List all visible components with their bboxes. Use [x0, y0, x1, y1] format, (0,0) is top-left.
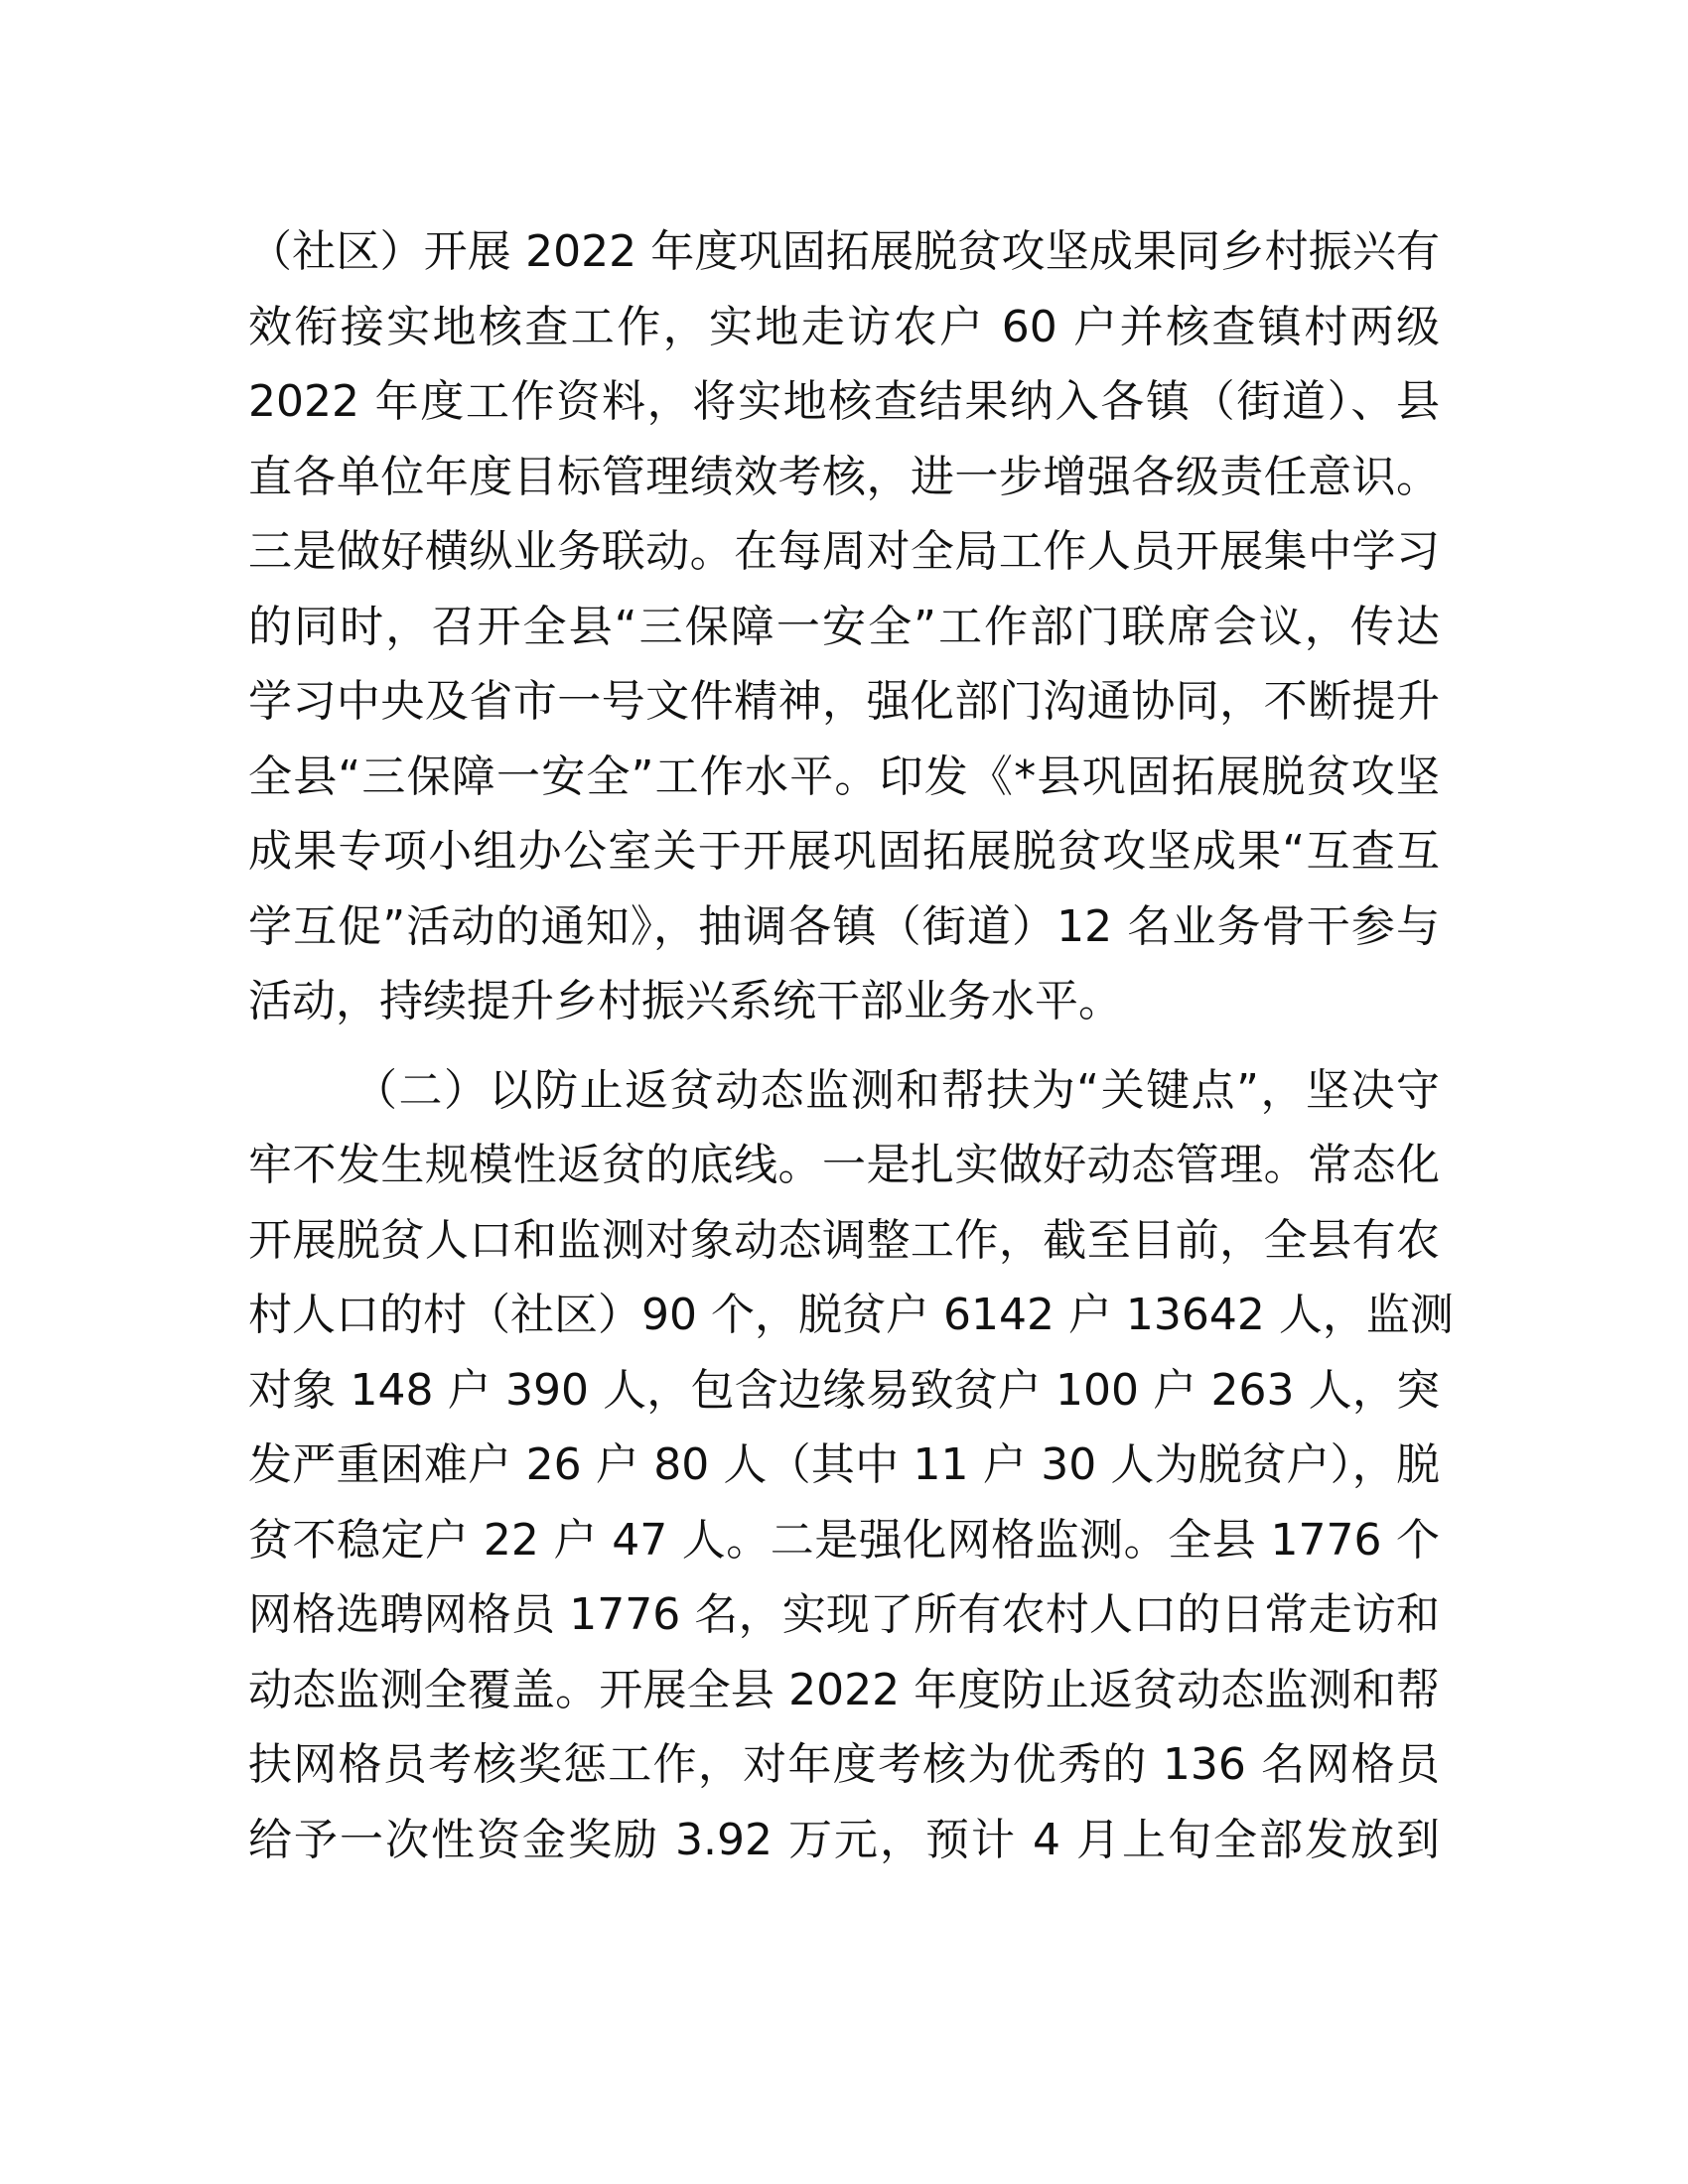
text-line: 给予一次性资金奖励 3.92 万元，预计 4 月上旬全部发放到: [248, 1814, 1440, 1865]
text-line: 成果专项小组办公室关于开展巩固拓展脱贫攻坚成果“互查互: [248, 826, 1440, 877]
text-line: 的同时，召开全县“三保障一安全”工作部门联席会议，传达: [248, 601, 1440, 652]
paragraph-1: [248, 214, 1440, 1039]
text-line: 开展脱贫人口和监测对象动态调整工作，截至目前，全县有农: [248, 1214, 1440, 1266]
text-line: 牢不发生规模性返贫的底线。一是扎实做好动态管理。常态化: [248, 1140, 1440, 1190]
text-line: 动态监测全覆盖。开展全县 2022 年度防止返贫动态监测和帮: [248, 1664, 1440, 1715]
text-line: 活动，持续提升乡村振兴系统干部业务水平。: [248, 976, 1122, 1026]
text-line: （二）以防止返贫动态监测和帮扶为“关键点”，坚决守: [353, 1064, 1440, 1116]
text-line: 对象 148 户 390 人，包含边缘易致贫户 100 户 263 人，突: [248, 1364, 1440, 1416]
text-line: 贫不稳定户 22 户 47 人。二是强化网格监测。全县 1776 个: [248, 1514, 1440, 1566]
text-line: 三是做好横纵业务联动。在每周对全局工作人员开展集中学习: [248, 526, 1440, 577]
text-line: 学互促”活动的通知》，抽调各镇（街道）12 名业务骨干参与: [248, 900, 1440, 952]
text-line: 发严重困难户 26 户 80 人（其中 11 户 30 人为脱贫户），脱: [248, 1439, 1440, 1490]
text-line: 效衔接实地核查工作，实地走访农户 60 户并核查镇村两级: [248, 301, 1440, 352]
text-line: （社区）开展 2022 年度巩固拓展脱贫攻坚成果同乡村振兴有: [248, 226, 1440, 277]
paragraph-spacer: [248, 1039, 1440, 1053]
text-line: 直各单位年度目标管理绩效考核，进一步增强各级责任意识。: [248, 451, 1440, 502]
text-line: 网格选聘网格员 1776 名，实现了所有农村人口的日常走访和: [248, 1589, 1440, 1640]
document-body: [248, 214, 1454, 1877]
text-line: 2022 年度工作资料，将实地核查结果纳入各镇（街道）、县: [248, 376, 1440, 427]
text-line: 扶网格员考核奖惩工作，对年度考核为优秀的 136 名网格员: [248, 1739, 1440, 1790]
text-line: 学习中央及省市一号文件精神，强化部门沟通协同，不断提升: [248, 676, 1440, 727]
text-line: 村人口的村（社区）90 个，脱贫户 6142 户 13642 人，监测: [248, 1290, 1454, 1340]
text-line: 全县“三保障一安全”工作水平。印发《*县巩固拓展脱贫攻坚: [248, 751, 1440, 802]
paragraph-2: [248, 1053, 1454, 1878]
